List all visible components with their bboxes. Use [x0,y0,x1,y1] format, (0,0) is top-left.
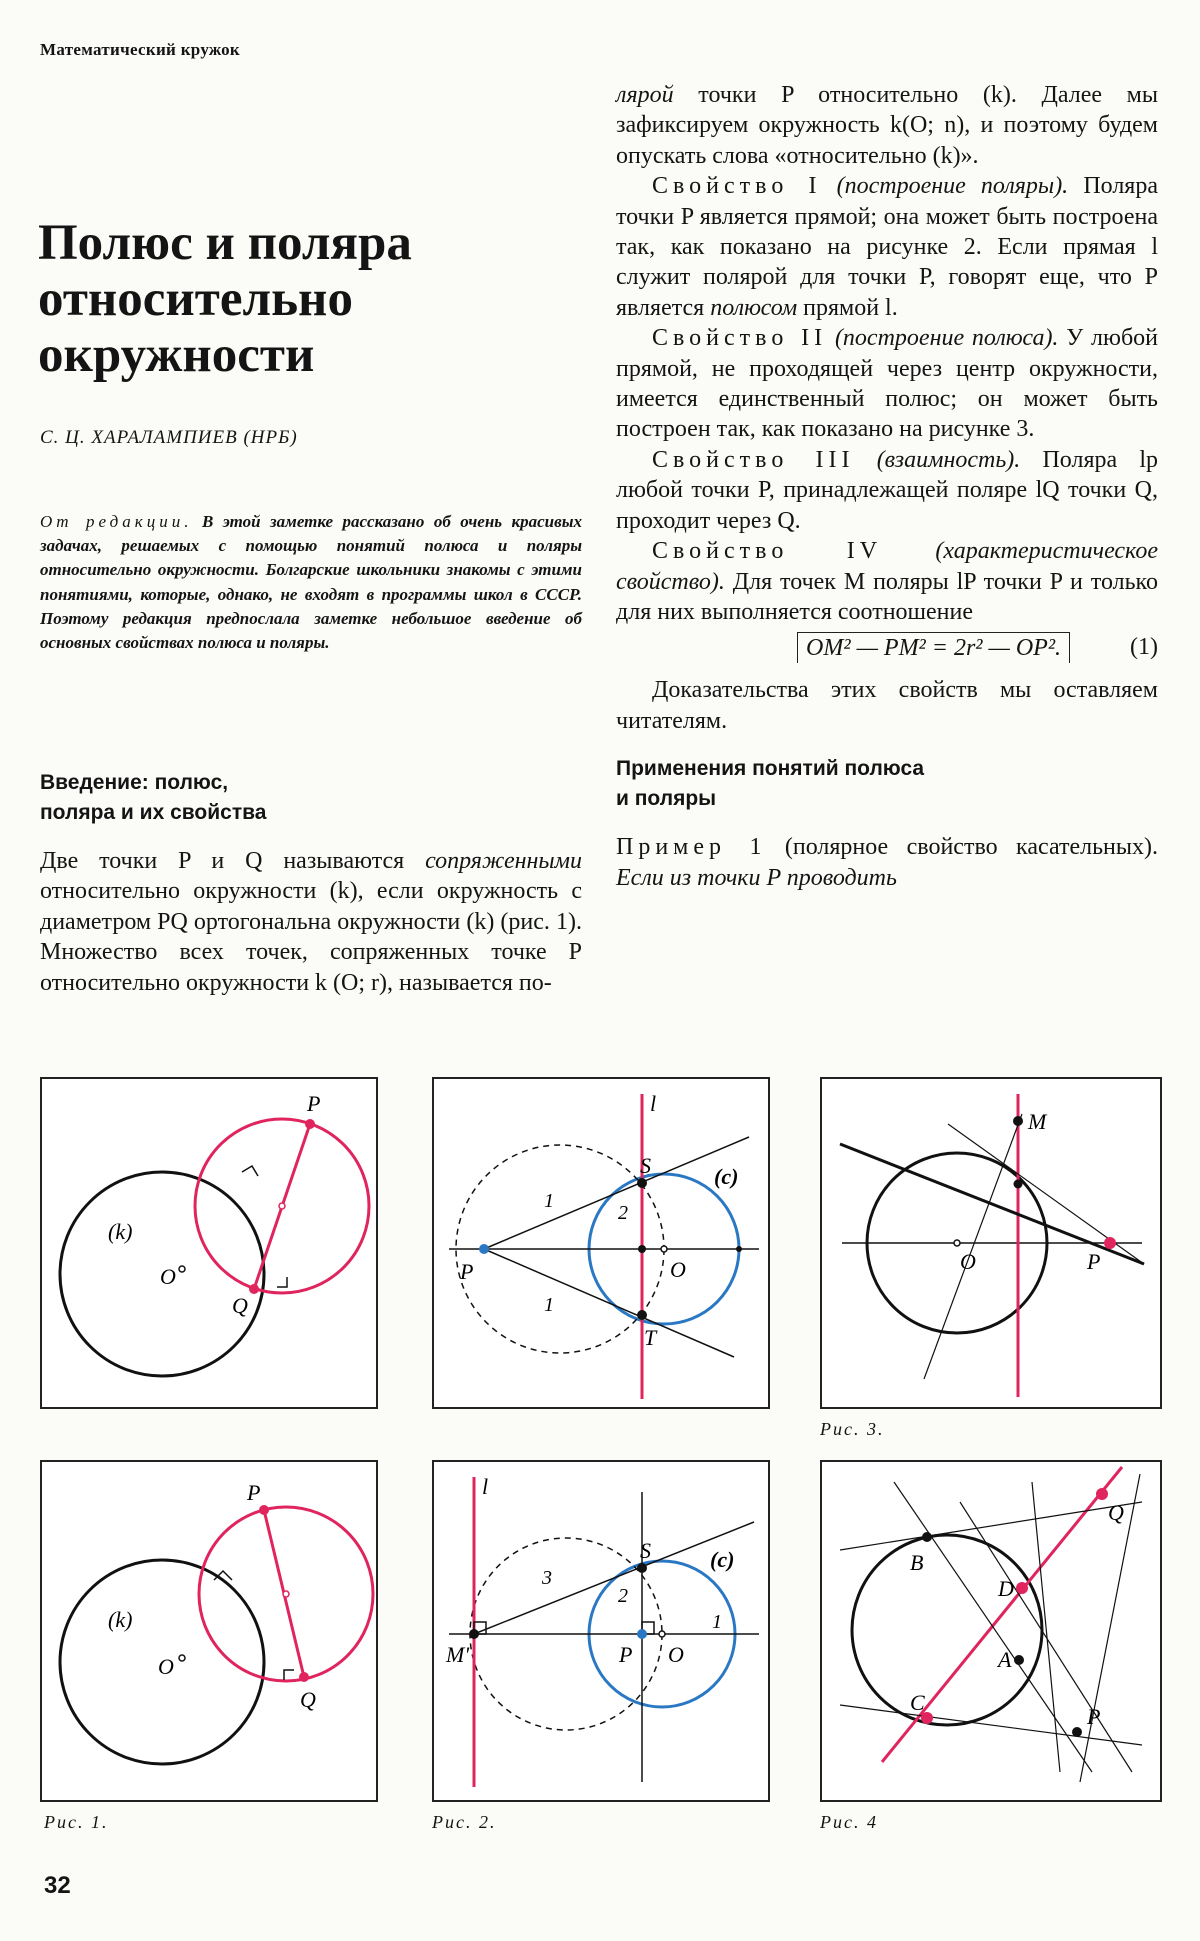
figure-2-bottom [432,1460,770,1802]
center-o [659,1631,665,1637]
caption-fig-2: Рис. 2. [432,1812,497,1832]
property-2-title: (построение полюса). [834,325,1059,352]
label-d: D [998,1576,1014,1601]
label-a: A [998,1647,1012,1672]
label-o: O [668,1642,684,1667]
intro-body [40,846,582,998]
label-o: O [160,1264,176,1289]
center-o [661,1246,667,1252]
point-s [637,1178,647,1188]
label-1b: 1 [544,1294,554,1316]
point-t [637,1310,647,1320]
label-k: (k) [108,1607,133,1632]
point-p [1072,1727,1082,1737]
editor-note-text: В этой заметке рассказано об очень красивых задачах, решаемых с помощью понятий полюса и поляры относительно окружности. Болгарские школьники знакомы с этими понятиями, которые, однако, не входят в программы школ в СССР. Поэтому редакция предпослала заметке небольшое введение об основных свойствах полюса и поляры. [40,512,583,653]
label-3: 3 [542,1567,552,1589]
applications-heading-line-2: и поляры [616,787,717,811]
property-2-text: У любой прямой, не проходящей через центр окружности, имеется единственный полюс; он может быть построен так, как показано на рисунке 3. [616,325,1159,443]
label-k: (k) [108,1219,133,1244]
point-p [305,1119,315,1129]
center-o [179,1655,185,1661]
right-angle-mark [277,1277,287,1287]
property-2-label: Свойство II [652,325,828,352]
center-pq [279,1203,285,1209]
label-t: T [644,1325,657,1350]
formula-number: (1) [1130,634,1158,661]
property-4-text: Для точек M поляры lP точки P и только для них выполняется соотношение [616,568,1158,625]
label-mprime: M' [446,1642,470,1667]
line-cd [1032,1482,1060,1772]
author: С. Ц. ХАРАЛАМПИЕВ (НРБ) [40,427,298,448]
label-1: 1 [712,1611,722,1633]
point-m [1013,1116,1023,1126]
editor-note-lead: От редакции. [40,512,193,531]
applications-heading [616,754,1158,814]
right-p1-emphasis: лярой [616,82,674,108]
label-p: P [619,1642,633,1667]
title-line-1: Полюс и поляра [38,215,412,271]
title-line-2: относительно [38,271,353,327]
label-o: O [158,1654,174,1679]
formula-row [616,627,1158,667]
page-number: 32 [44,1872,71,1899]
point-p [637,1629,647,1639]
caption-fig-4: Рис. 4 [820,1812,878,1832]
point-a [1014,1655,1024,1665]
label-m: M [1028,1109,1047,1134]
center-o [954,1240,960,1246]
property-4-title: (характеристическое свойство). [616,538,1159,595]
intro-heading [40,768,582,828]
property-4-label: Свойство IV [652,538,883,565]
figure-2-top [432,1077,770,1409]
label-p: P [1087,1249,1101,1274]
property-3-title: (взаимность). [876,446,1021,473]
point-tangent [1014,1180,1023,1189]
point-p [1104,1237,1116,1249]
point-q [1096,1488,1108,1500]
property-1-end: прямой l. [797,294,898,321]
label-b: B [910,1550,924,1575]
point-q [249,1284,259,1294]
right-p1-text: точки P относительно (k). Далее мы зафиксируем окружность k(O; n), и поэтому будем опускать слова «относительно (k)». [616,82,1158,169]
label-2: 2 [618,1585,628,1607]
property-1-title: (построение поляры). [836,173,1069,200]
point-d [1016,1582,1028,1594]
point-mprime [469,1629,479,1639]
label-c: C [910,1690,925,1715]
point-mid [638,1245,646,1253]
caption-fig-3: Рис. 3. [820,1419,885,1439]
figure-1-bottom [40,1460,378,1802]
label-q: Q [300,1687,316,1712]
intro-section [40,768,582,998]
figure-4 [820,1460,1162,1802]
right-column [616,80,1158,893]
figure-1-top [40,1077,378,1409]
label-2: 2 [618,1202,628,1224]
caption-fig-1: Рис. 1. [44,1812,109,1832]
intro-heading-line-2: поляра и их свойства [40,801,267,824]
editor-note [40,510,582,655]
label-1: 1 [544,1190,554,1212]
property-3-label: Свойство III [652,446,855,473]
label-s: S [640,1153,651,1178]
applications-heading-line-1: Применения понятий полюса [616,757,925,781]
label-p: P [247,1480,261,1505]
label-p: P [460,1259,474,1284]
label-q: Q [1108,1500,1124,1525]
title-line-3: окружности [38,327,315,383]
label-p: P [307,1091,321,1116]
intro-text-b: относительно окружности (k), если окружность с диаметром PQ ортогональна окружности (k) (рис. 1). Множество всех точек, сопряженных точке P относительно окружности k (O; r), называется по- [40,878,582,996]
point-q [299,1672,309,1682]
label-l: l [650,1091,657,1116]
intro-heading-line-1: Введение: полюс, [40,771,229,794]
line-a [960,1502,1132,1772]
point-end [736,1246,742,1252]
line-thick [840,1144,1144,1264]
label-c: (c) [710,1547,735,1572]
intro-emphasis: сопряженными [425,848,582,874]
formula: OM² — PM² = 2r² — OP². [797,632,1070,663]
label-c: (c) [714,1164,739,1189]
label-p: P [1087,1704,1101,1729]
point-s [637,1563,647,1573]
property-1-text: Поляра точки P является прямой; она может быть построена так, как показано на рисунке 2. Если прямая l служит полярой для точки P, говорят еще, что P является [616,173,1158,321]
point-b [922,1532,932,1542]
article-title [38,215,558,383]
property-3-text: Поляра lp любой точки P, принадлежащей поляре lQ точки Q, проходит через Q. [616,446,1158,534]
center-pq [283,1591,289,1597]
tangent-s [484,1137,749,1249]
intro-text-a: Две точки P и Q называются [40,848,426,874]
label-o: O [670,1257,686,1282]
label-l: l [482,1474,489,1499]
example-1-label: Пример 1 [616,834,767,861]
point-p [479,1244,489,1254]
label-s: S [640,1538,651,1563]
right-angle-mark [284,1670,294,1680]
circle [852,1535,1042,1725]
label-o: O [960,1249,976,1274]
point-p [259,1505,269,1515]
right-angle-mark [242,1166,258,1176]
section-header: Математический кружок [40,40,240,59]
example-1-text: (полярное свойство касательных). [766,834,1158,861]
property-1-label: Свойство I [652,173,822,200]
label-q: Q [232,1293,248,1318]
line-bq [840,1502,1142,1550]
figure-3 [820,1077,1162,1409]
property-1-emphasis: полюсом [710,294,798,321]
proofs-paragraph: Доказательства этих свойств мы оставляем читателям. [616,677,1158,734]
example-1-emphasis: Если из точки P проводить [616,864,897,891]
center-o [179,1266,185,1272]
